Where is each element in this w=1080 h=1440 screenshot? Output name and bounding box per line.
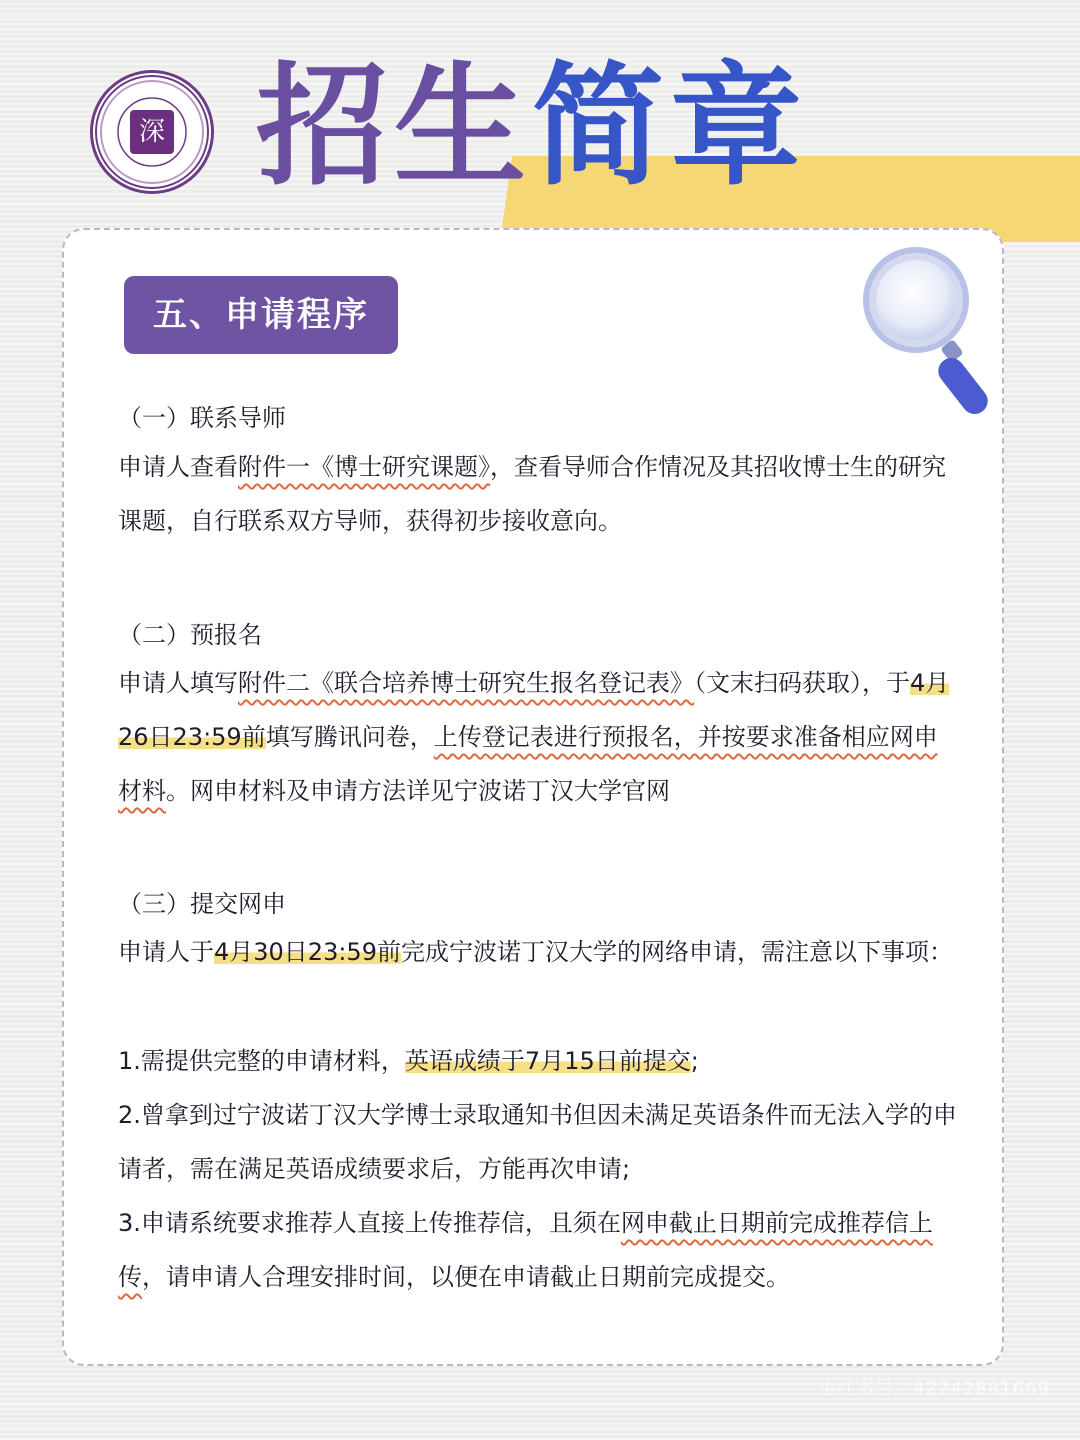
university-logo <box>90 70 214 194</box>
title-part-2: 简章 <box>532 50 808 204</box>
notice-item-1-c: ; <box>690 1047 699 1075</box>
attachment-2-ref: 附件二《联合培养博士研究生报名登记表》 <box>238 669 694 697</box>
step-3-text-c: 完成宁波诺丁汉大学的网络申请，需注意以下事项： <box>400 938 953 966</box>
notice-item-3 <box>118 1196 958 1304</box>
step-3-text-a: 申请人于 <box>118 938 214 966</box>
step-2-heading: （二）预报名 <box>118 621 262 649</box>
recommendation-deadline: 网申截止日期前完成推荐信上传 <box>118 1209 933 1291</box>
upload-requirement: 上传登记表进行预报名，并按要求准备相应网申材料 <box>118 723 938 805</box>
step-1-text-c: ，查看导师合作情况及其招收博士生的研究课题，自行联系双方导师，获得初步接收意向。 <box>118 453 946 535</box>
step-2-text-e: 填写腾讯问卷， <box>265 723 434 751</box>
step-3-heading: （三）提交网申 <box>118 890 286 918</box>
english-score-deadline: 英语成绩于7月15日前提交 <box>404 1047 691 1075</box>
title-part-1: 招生 <box>256 50 532 204</box>
logo-seal: 深 <box>130 110 174 154</box>
step-2-text-a: 申请人填写 <box>118 669 238 697</box>
notice-item-1-a: 1.需提供完整的申请材料， <box>118 1047 405 1075</box>
application-deadline: 4月30日23:59前 <box>214 938 401 966</box>
step-1-heading: （一）联系导师 <box>118 404 286 432</box>
step-2-text-c: （文末扫码获取），于 <box>694 669 910 697</box>
step-2-text-g: 。网申材料及申请方法详见宁波诺丁汉大学官网 <box>166 777 670 805</box>
magnifier-icon <box>852 244 1002 424</box>
notice-item-2: 2.曾拿到过宁波诺丁汉大学博士录取通知书但因未满足英语条件而无法入学的申请者，需在满足英语成绩要求后，方能再次申请; <box>118 1101 957 1183</box>
section-tag: 五、申请程序 <box>124 276 398 354</box>
notice-item-3-c: ，请申请人合理安排时间，以便在申请截止日期前完成提交。 <box>142 1263 790 1291</box>
step-3-text <box>118 925 958 979</box>
step-2-text <box>118 656 958 818</box>
notice-item-3-a: 3.申请系统要求推荐人直接上传推荐信，且须在 <box>118 1209 621 1237</box>
step-1-text-a: 申请人查看 <box>118 453 238 481</box>
attachment-1-ref: 附件一《博士研究课题》 <box>238 453 490 481</box>
pre-registration-deadline: 4月26日23:59前 <box>118 669 950 751</box>
step-1-text <box>118 440 958 548</box>
watermark: 小红书号：42242881669 <box>818 1378 1050 1399</box>
notice-item-1 <box>118 1034 958 1088</box>
